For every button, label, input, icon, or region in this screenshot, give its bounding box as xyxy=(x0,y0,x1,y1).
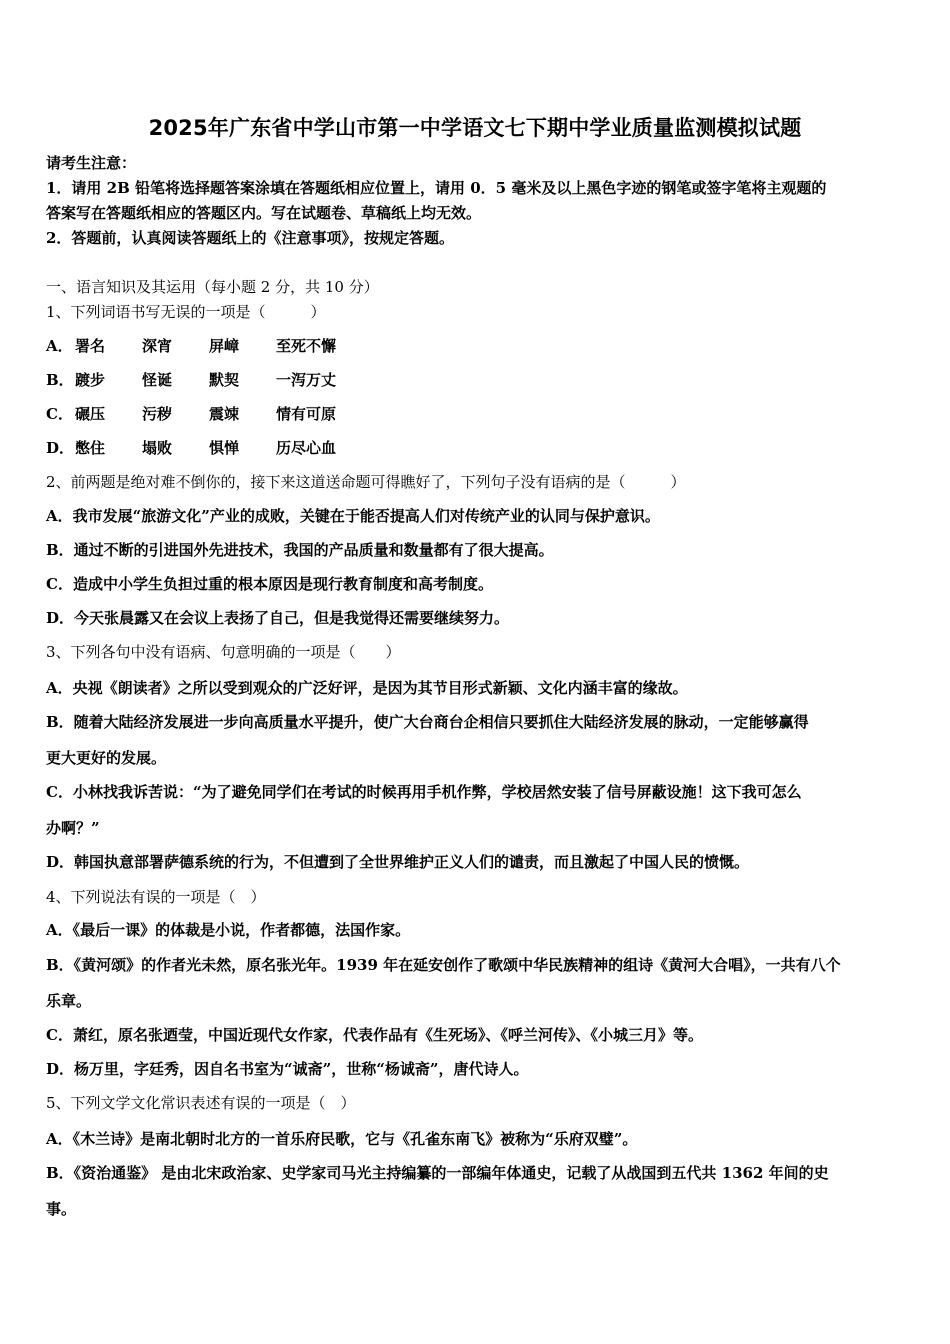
option-word: 震竦 xyxy=(209,405,240,423)
question-4-stem: 4、下列说法有误的一项是（ ） xyxy=(46,888,266,906)
question-4-option-c: C．萧红，原名张迺莹，中国近现代女作家，代表作品有《生死场》、《呼兰河传》、《小城三月》等。 xyxy=(46,1026,703,1044)
question-2-option-c: C．造成中小学生负担过重的根本原因是现行教育制度和高考制度。 xyxy=(46,575,493,593)
option-word: 深宵 xyxy=(142,337,173,355)
question-5-option-a: A．《木兰诗》是南北朝时北方的一首乐府民歌，它与《孔雀东南飞》被称为“乐府双璧”。 xyxy=(46,1130,638,1148)
question-5-option-b: B．《资治通鉴》 是由北宋政治家、史学家司马光主持编纂的一部编年体通史，记载了从战国到五代共 1362 年间的史 xyxy=(46,1164,829,1182)
question-3-option-c: C．小林找我诉苦说：“为了避免同学们在考试的时候再用手机作弊，学校居然安装了信号屏蔽设施！这下我可怎么 xyxy=(46,783,802,801)
option-word: 碾压 xyxy=(75,405,106,423)
option-word: 惧惮 xyxy=(209,439,240,457)
question-2-option-a: A．我市发展“旅游文化”产业的成败，关键在于能否提高人们对传统产业的认同与保护意识。 xyxy=(46,507,660,525)
option-word: 历尽心血 xyxy=(276,439,337,457)
option-word: 怪诞 xyxy=(142,371,173,389)
question-1-option-c xyxy=(46,403,336,424)
option-label: C． xyxy=(46,405,73,423)
notice-item-2: 2．答题前，认真阅读答题纸上的《注意事项》，按规定答题。 xyxy=(46,229,454,247)
question-4-option-d: D．杨万里，字廷秀，因自名书室为“诚斋”，世称“杨诚斋”，唐代诗人。 xyxy=(46,1060,529,1078)
option-label: A． xyxy=(46,337,73,355)
question-3-option-b: B．随着大陆经济发展进一步向高质量水平提升，使广大台商台企相信只要抓住大陆经济发展的脉动，一定能够赢得 xyxy=(46,713,809,731)
section-heading: 一、语言知识及其运用（每小题 2 分，共 10 分） xyxy=(46,278,379,296)
question-4-option-b-cont: 乐章。 xyxy=(46,992,92,1010)
option-word: 屏嶂 xyxy=(209,337,240,355)
question-1-option-d xyxy=(46,437,336,458)
question-4-option-a: A．《最后一课》的体裁是小说，作者都德，法国作家。 xyxy=(46,921,411,939)
option-word: 塌败 xyxy=(142,439,173,457)
question-3-stem: 3、下列各句中没有语病、句意明确的一项是（ ） xyxy=(46,643,401,661)
question-3-option-a: A．央视《朗读者》之所以受到观众的广泛好评，是因为其节目形式新颖、文化内涵丰富的缘故。 xyxy=(46,679,688,697)
question-2-option-b: B．通过不断的引进国外先进技术，我国的产品质量和数量都有了很大提高。 xyxy=(46,541,554,559)
question-1-option-b xyxy=(46,369,336,390)
page-title: 2025年广东省中学山市第一中学语文七下期中学业质量监测模拟试题 xyxy=(148,116,802,140)
question-3-option-d: D．韩国执意部署萨德系统的行为，不但遭到了全世界维护正义人们的谴责，而且激起了中国人民的愤慨。 xyxy=(46,853,750,871)
notice-item-1: 1．请用 2B 铅笔将选择题答案涂填在答题纸相应位置上，请用 0．5 毫米及以上黑色字迹的钢笔或签字笔将主观题的 xyxy=(46,179,827,197)
option-word: 憋住 xyxy=(75,439,106,457)
option-word: 污秽 xyxy=(142,405,173,423)
option-word: 踱步 xyxy=(75,371,106,389)
question-2-stem: 2、前两题是绝对难不倒你的，接下来这道送命题可得瞧好了，下列句子没有语病的是（ ） xyxy=(46,473,686,491)
question-5-stem: 5、下列文学文化常识表述有误的一项是（ ） xyxy=(46,1094,356,1112)
question-5-option-b-cont: 事。 xyxy=(46,1200,77,1218)
question-2-option-d: D．今天张晨露又在会议上表扬了自己，但是我觉得还需要继续努力。 xyxy=(46,609,510,627)
question-1-option-a xyxy=(46,335,336,356)
option-word: 一泻万丈 xyxy=(276,371,337,389)
option-word: 至死不懈 xyxy=(276,337,337,355)
option-label: D． xyxy=(46,439,75,457)
question-4-option-b: B．《黄河颂》的作者光未然，原名张光年。1939 年在延安创作了歌颂中华民族精神的组诗《黄河大合唱》，一共有八个 xyxy=(46,956,841,974)
option-word: 默契 xyxy=(209,371,240,389)
question-1-stem: 1、下列词语书写无误的一项是（ ） xyxy=(46,303,326,321)
question-3-option-b-cont: 更大更好的发展。 xyxy=(46,749,167,767)
option-word: 情有可原 xyxy=(276,405,337,423)
option-label: B． xyxy=(46,371,74,389)
notice-heading: 请考生注意： xyxy=(46,154,137,172)
question-3-option-c-cont: 办啊？” xyxy=(46,819,100,837)
option-word: 署名 xyxy=(75,337,106,355)
notice-item-1-cont: 答案写在答题纸相应的答题区内。写在试题卷、草稿纸上均无效。 xyxy=(46,204,482,222)
